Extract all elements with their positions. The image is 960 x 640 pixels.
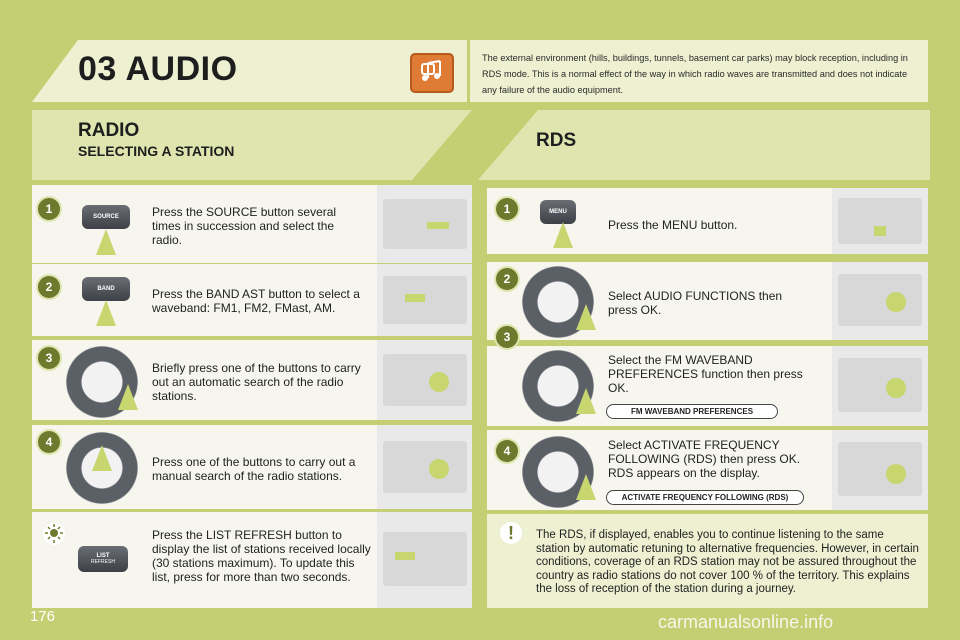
menu-key-highlight [874, 226, 886, 236]
header-note: The external environment (hills, buildings, tunnels, basement car parks) may block reception, including in RDS mode. This is a normal effect of the way in which radio waves are transmitted and does not indicate any failure of the audio equipment. [470, 40, 928, 102]
dial-highlight [429, 459, 449, 479]
step-number: 2 [38, 276, 60, 298]
radio-section-title: RADIO [78, 120, 140, 141]
rds-step-4-text: Select ACTIVATE FREQUENCY FOLLOWING (RDS) then press OK. RDS appears on the display. [608, 438, 801, 480]
radio-section-subtitle: SELECTING A STATION [78, 143, 235, 159]
press-arrow-icon [92, 445, 112, 471]
rds-step-2-illustration [832, 262, 928, 340]
step-number: 1 [496, 198, 518, 220]
step-number: 2 [496, 268, 518, 290]
press-arrow-icon [576, 474, 596, 500]
list-key-highlight [395, 552, 415, 560]
dial-highlight [886, 292, 906, 312]
radio-step-1-text: Press the SOURCE button several times in succession and select the radio. [152, 205, 337, 247]
radio-unit-image [838, 442, 922, 496]
radio-tip-illustration [377, 512, 472, 608]
step-number: 3 [38, 347, 60, 369]
page-title: 03 AUDIO [78, 50, 238, 88]
radio-step-3-text: Briefly press one of the buttons to carry out an automatic search of the radio stations. [152, 361, 361, 403]
radio-unit-image [838, 358, 922, 412]
band-key-highlight [405, 294, 425, 302]
press-arrow-icon [576, 388, 596, 414]
radio-step-1-illustration [377, 185, 472, 263]
dial-highlight [429, 372, 449, 392]
warning-icon: ! [500, 522, 522, 544]
list-refresh-button [78, 546, 128, 572]
step-number: 4 [496, 440, 518, 462]
page-number: 176 [30, 608, 56, 625]
rds-step-1-illustration [832, 188, 928, 254]
music-note-icon [410, 53, 454, 93]
radio-step-2-illustration [377, 264, 472, 336]
press-arrow-icon [96, 300, 116, 326]
rds-warning-text: The RDS, if displayed, enables you to continue listening to the same station by automatic retuning to alternative frequencies. However, in certain conditions, coverage of an RDS station may not be assured throughout the country as radio stations do not cover 100 % of the territory. This explains the loss of reception of the station during a journey. [536, 529, 919, 595]
radio-tip-text: Press the LIST REFRESH button to display the list of stations received locally (30 stations maximum). To update this list, press for more than two seconds. [152, 528, 371, 584]
band-button [82, 277, 130, 301]
press-arrow-icon [96, 229, 116, 255]
radio-unit-image [383, 441, 467, 493]
source-button [82, 205, 130, 229]
watermark: carmanualsonline.info [658, 612, 834, 632]
radio-step-4-illustration [377, 425, 472, 509]
press-arrow-icon [553, 222, 573, 248]
radio-unit-image [383, 276, 467, 324]
radio-unit-image [838, 274, 922, 326]
press-arrow-icon [118, 384, 138, 410]
rds-step-3-illustration [832, 346, 928, 426]
refresh-button-label: REFRESH [91, 559, 115, 565]
rds-step-1-text: Press the MENU button. [608, 218, 738, 232]
step-number: 4 [38, 431, 60, 453]
lightbulb-icon [42, 522, 66, 546]
dial-highlight [886, 378, 906, 398]
rds-step-3-text: Select the FM WAVEBAND PREFERENCES function then press OK. [608, 353, 803, 395]
source-key-highlight [427, 222, 449, 229]
step-number: 1 [38, 198, 60, 220]
radio-unit-image [838, 198, 922, 244]
radio-unit-image [383, 199, 467, 249]
press-arrow-icon [576, 304, 596, 330]
radio-unit-image [383, 354, 467, 406]
menu-button-label: MENU [549, 209, 567, 215]
step-number: 3 [496, 326, 518, 348]
band-button-label: BAND [97, 286, 115, 292]
menu-button [540, 200, 576, 224]
fm-waveband-preferences-tag: FM WAVEBAND PREFERENCES [606, 404, 778, 419]
dial-highlight [886, 464, 906, 484]
source-button-label: SOURCE [93, 214, 119, 220]
rds-step-2-text: Select AUDIO FUNCTIONS then press OK. [608, 289, 783, 317]
rds-step-4-illustration [832, 430, 928, 510]
radio-step-4-text: Press one of the buttons to carry out a manual search of the radio stations. [152, 455, 356, 483]
activate-frequency-following-tag: ACTIVATE FREQUENCY FOLLOWING (RDS) [606, 490, 804, 505]
radio-step-3-illustration [377, 340, 472, 420]
list-button-label: LIST [96, 553, 110, 559]
radio-step-2-text: Press the BAND AST button to select a waveband: FM1, FM2, FMast, AM. [152, 287, 360, 315]
rds-section-title: RDS [536, 130, 577, 151]
